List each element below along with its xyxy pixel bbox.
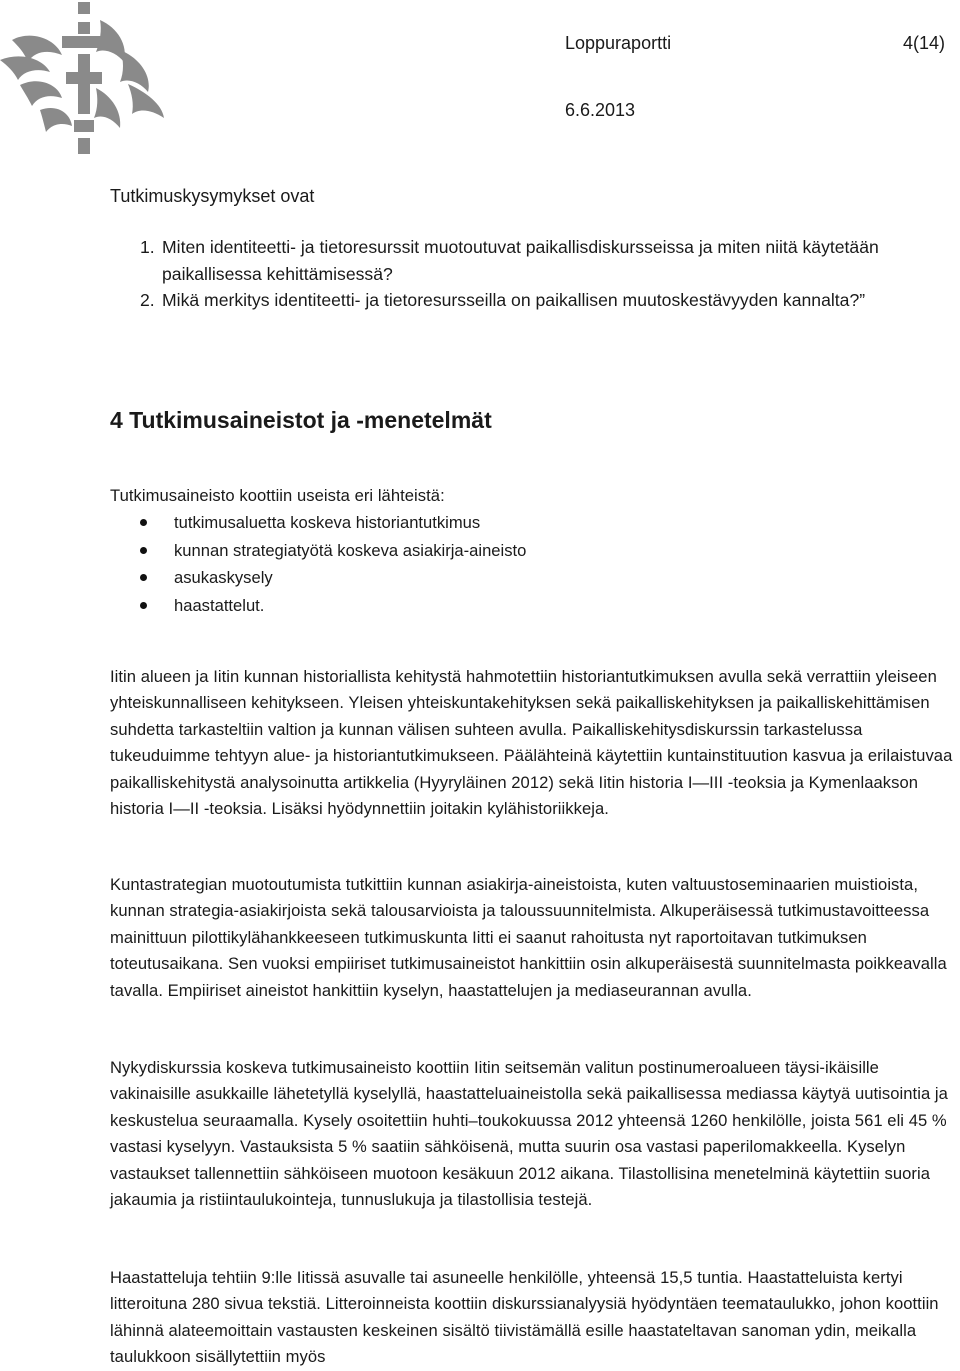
list-item: haastattelut. [140,592,526,620]
page-number: 4(14) [903,33,946,53]
list-item: asukaskysely [140,564,526,592]
paragraph-survey: Nykydiskurssia koskeva tutkimusaineisto koottiin Iitin seitsemän valitun postinumeroalueen täysi-ikäisille vakinaisille asukkaille lähetetyllä kyselyllä, haastatteluaineistolla sekä paikallisessa mediassa käytyä uutisointia ja keskustelua seuraamalla. Kysely osoitettiin huhti–toukokuussa 2012 yhteensä 1260 henkilölle, joista 561 eli 45 % vastasi kyselyyn. Vastauksista 5 % saatiin sähköisenä, mutta suurin osa vastasi paperilomakkeella. Kyselyn vastaukset tallennettiin sähköiseen muotoon kesäkuun 2012 aikana. Tilastollisina menetelminä käytettiin suoria jakaumia ja ristiintaulukointeja, tunnuslukuja ja tilastollisia testejä. [110,1058,948,1210]
research-questions-list [140,234,955,314]
research-question [140,234,955,287]
report-date: 6.6.2013 [565,100,636,120]
question-text: Miten identiteetti- ja tietoresurssit muotoutuvat paikallisdiskursseissa ja miten niitä käytetään paikallisessa kehittämisessä? [162,237,879,284]
list-item: tutkimusaluetta koskeva historiantutkimus [140,509,526,537]
paragraph-history: Iitin alueen ja Iitin kunnan historiallista kehitystä hahmotettiin historiantutkimuksen avulla sekä verrattiin yleiseen yhteiskunnalliseen kehitykseen. Yleisen yhteiskuntakehityksen sekä paikalliskehityksen ja paikalliskehittämisen suhdetta tarkasteltiin valtion ja kunnan välisen suhteen avulla. Paikalliskehitysdiskurssin tarkastelussa tukeuduimme tehtyyn alue- ja historiantutkimukseen. Päälähteinä käytettiin kuntainstituution kasvua ja erilaistuvaa paikalliskehitystä analysoinutta artikkelia (Hyyryläinen 2012) sekä Iitin historia I—III -teoksia ja Kymenlaakson historia I—II -teoksia. Lisäksi hyödynnettiin joitakin kylähistoriikkeja. [110,667,953,819]
report-title: Loppuraportti [565,33,672,53]
paragraph-interviews: Haastatteluja tehtiin 9:lle Iitissä asuvalle tai asuneelle henkilölle, yhteensä 15,5 tuntia. Haastatteluista kertyi litteroituna 280 sivua tekstiä. Litteroinneista koottiin diskurssianalyysiä hyödyntäen teemataulukko, johon koottiin lähinnä alateemoittain vastausten keskeinen sisältö tiivistämällä esille haastateltavan sanoman ydin, meikalla taulukkoon sisällytettiin myös [110,1268,939,1367]
section-heading: 4 Tutkimusaineistot ja -menetelmät [110,407,492,433]
question-text: Mikä merkitys identiteetti- ja tietoresursseilla on paikallisen muutoskestävyyden kannalta?” [162,290,866,310]
question-number: 1. [140,237,155,257]
paragraph-strategy: Kuntastrategian muotoutumista tutkittiin kunnan asiakirja-aineistoista, kuten valtuustoseminaarien muistioista, kunnan strategia-asiakirjoista sekä talousarvioista ja taloussuunnitelmista. Alkuperäisessä tutkimustavoitteessa mainittuun pilottikylähankkeeseen tutkimuskunta Iitti ei saanut rahoitusta nyt raportoitavan tutkimuksen toteutusaikana. Sen vuoksi empiiriset tutkimusaineistot hankittiin osin alkuperäisestä suunnitelmasta poikkeavalla tavalla. Empiiriset aineistot hankittiin kyselyn, haastattelujen ja mediaseurannan avulla. [110,875,947,1000]
research-questions-intro: Tutkimuskysymykset ovat [110,186,315,206]
research-question [140,287,955,314]
list-item: kunnan strategiatyötä koskeva asiakirja-aineisto [140,537,526,565]
question-number: 2. [140,290,155,310]
source-list [140,509,526,619]
section-lead: Tutkimusaineisto koottiin useista eri lähteistä: [110,486,445,505]
university-flame-logo [0,0,170,160]
